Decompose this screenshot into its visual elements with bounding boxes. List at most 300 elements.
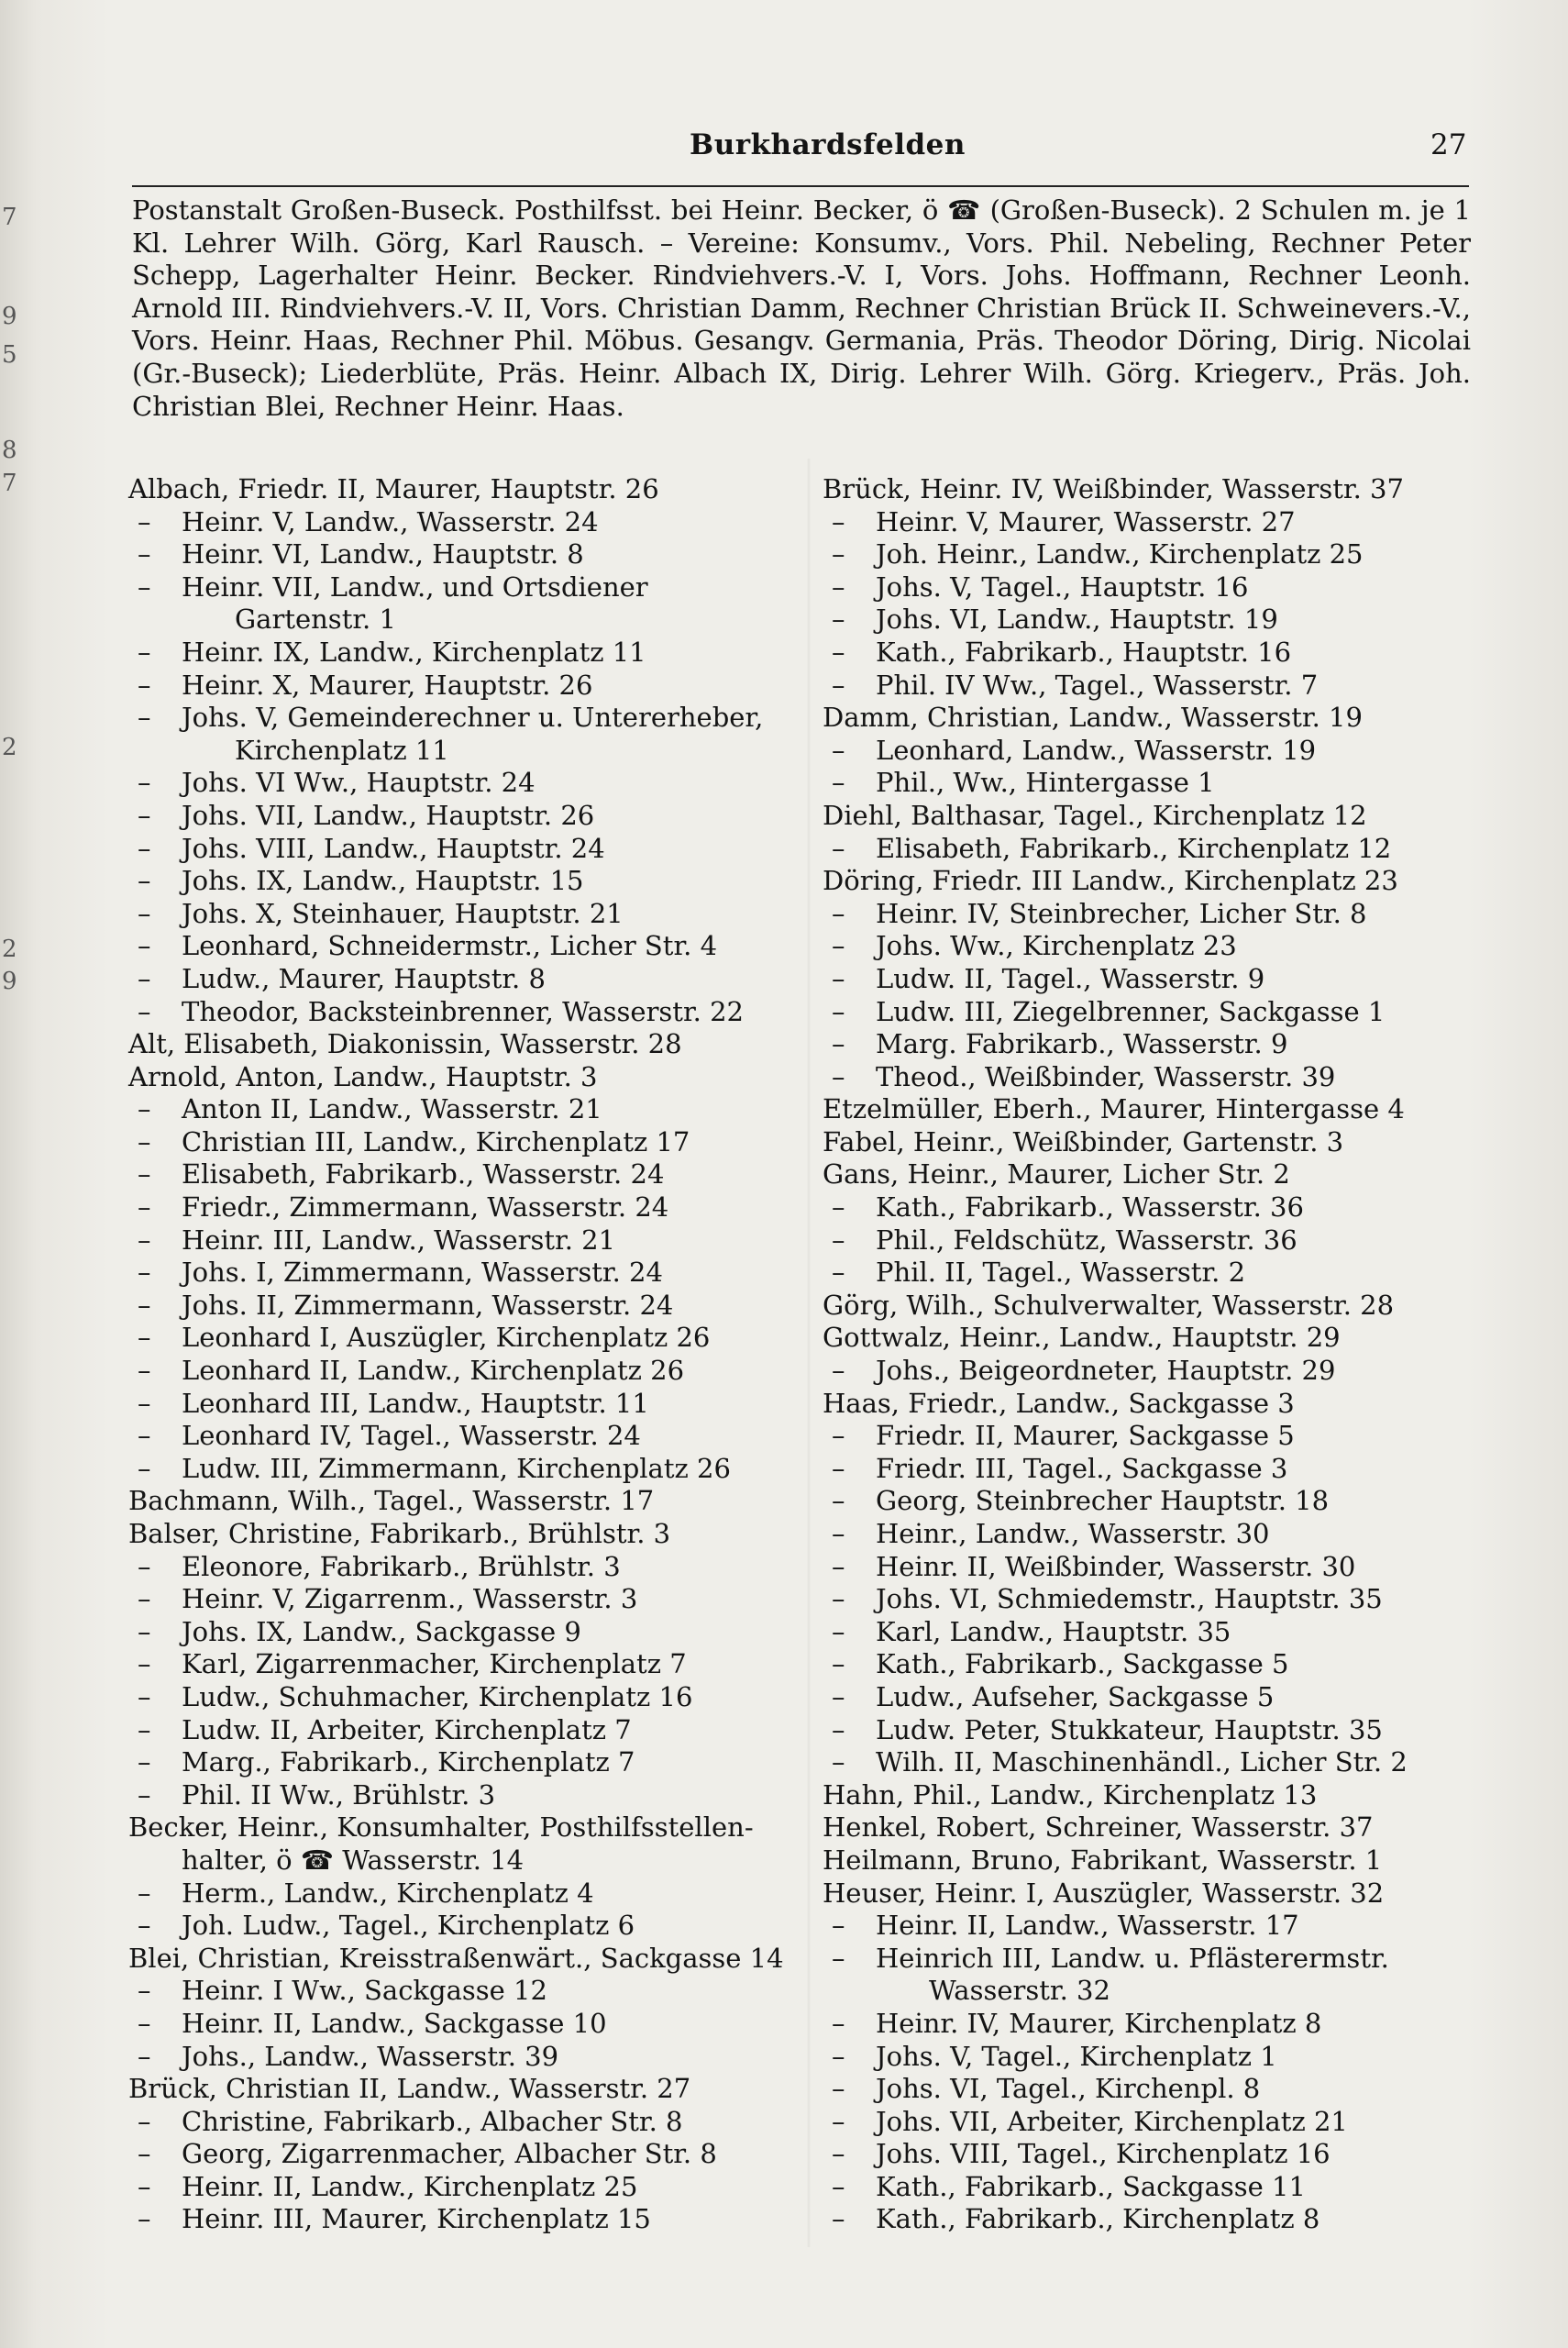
directory-subentry [823, 898, 1483, 931]
repeat-dash: – [832, 2203, 845, 2235]
entry-text [128, 2073, 816, 2106]
repeat-dash: – [138, 1125, 151, 1157]
directory-subentry [823, 506, 1483, 539]
entry-text [138, 1125, 816, 1159]
bleed-mark: 2 [2, 734, 17, 761]
entry-label: Johs. Ww., Kirchenplatz 23 [876, 930, 1237, 962]
entry-text [832, 1746, 1483, 1779]
directory-subentry [128, 1355, 816, 1388]
repeat-dash: – [832, 2138, 845, 2170]
directory-subentry [128, 2138, 816, 2171]
entry-text [138, 2203, 816, 2236]
entry-text [138, 1648, 816, 1681]
entry-label: Johs. VII, Arbeiter, Kirchenplatz 21 [876, 2105, 1348, 2137]
directory-subentry [128, 1453, 816, 1486]
entry-text [138, 1452, 816, 1486]
directory-subentry [128, 538, 816, 571]
right-column [823, 473, 1483, 2236]
entry-label: Joh. Ludw., Tagel., Kirchenplatz 6 [182, 1910, 635, 1942]
entry-label: Arnold, Anton, Landw., Hauptstr. 3 [128, 1060, 598, 1092]
directory-entry [823, 1093, 1483, 1126]
entry-text [823, 1158, 1483, 1191]
entry-label: Marg., Fabrikarb., Kirchenplatz 7 [182, 1746, 635, 1778]
directory-subentry [823, 604, 1483, 637]
entry-label: Elisabeth, Fabrikarb., Wasserstr. 24 [182, 1158, 665, 1191]
entry-text [138, 1257, 816, 1290]
repeat-dash: – [138, 1975, 151, 2007]
entry-text [128, 1943, 816, 1976]
repeat-dash: – [138, 2170, 151, 2202]
directory-subentry [823, 996, 1483, 1029]
repeat-dash: – [832, 2073, 845, 2105]
entry-text [138, 1420, 816, 1453]
repeat-dash: – [832, 2105, 845, 2137]
entry-label: Johs. I, Zimmermann, Wasserstr. 24 [182, 1257, 663, 1289]
entry-label: Johs. VIII, Tagel., Kirchenplatz 16 [876, 2138, 1331, 2170]
entry-continuation: Kirchenplatz 11 [235, 734, 449, 766]
repeat-dash: – [138, 1713, 151, 1745]
repeat-dash: – [832, 1583, 845, 1615]
entry-label: Henkel, Robert, Schreiner, Wasserstr. 37 [823, 1811, 1374, 1844]
directory-entry [823, 1388, 1483, 1421]
entry-text [128, 1811, 816, 1844]
repeat-dash: – [138, 1322, 151, 1354]
directory-subentry [823, 2041, 1483, 2074]
directory-subentry [823, 1518, 1483, 1551]
entry-label: Johs. IX, Landw., Hauptstr. 15 [182, 865, 584, 897]
entry-text [138, 1680, 816, 1714]
repeat-dash: – [832, 1420, 845, 1452]
directory-subentry [823, 930, 1483, 963]
entry-label: Heinr. IX, Landw., Kirchenplatz 11 [182, 636, 646, 668]
entry-text [832, 1191, 1483, 1224]
entry-label: Johs. VI Ww., Hauptstr. 24 [182, 767, 536, 799]
left-column [128, 473, 816, 2236]
repeat-dash: – [832, 767, 845, 799]
entry-label: Johs. VI, Landw., Hauptstr. 19 [876, 604, 1278, 636]
directory-subentry [823, 1616, 1483, 1649]
repeat-dash: – [138, 962, 151, 994]
entry-text [138, 2007, 816, 2041]
directory-subentry [823, 833, 1483, 866]
entry-text [823, 1779, 1483, 1812]
repeat-dash: – [138, 1224, 151, 1256]
repeat-dash: – [138, 538, 151, 570]
entry-text [138, 1191, 816, 1224]
repeat-dash: – [138, 1877, 151, 1909]
directory-entry [128, 1943, 816, 1976]
entry-label: Leonhard II, Landw., Kirchenplatz 26 [182, 1355, 685, 1387]
entry-label: Heinr. V, Maurer, Wasserstr. 27 [876, 505, 1296, 537]
entry-label: Leonhard, Schneidermstr., Licher Str. 4 [182, 930, 718, 962]
repeat-dash: – [832, 1648, 845, 1680]
directory-subentry [128, 930, 816, 963]
repeat-dash: – [138, 897, 151, 929]
repeat-dash: – [138, 2105, 151, 2137]
entry-text [128, 1028, 816, 1061]
directory-entry [823, 1811, 1483, 1844]
entry-text [832, 604, 1483, 637]
directory-entry [823, 865, 1483, 898]
directory-subentry [128, 1910, 816, 1943]
entry-text [138, 669, 816, 703]
header-rule [132, 185, 1469, 187]
entry-label: Heinr. I Ww., Sackgasse 12 [182, 1975, 547, 2007]
entry-label: Kath., Fabrikarb., Sackgasse 5 [876, 1648, 1289, 1680]
entry-label: Ludw. III, Zimmermann, Kirchenplatz 26 [182, 1452, 731, 1484]
entry-label: Görg, Wilh., Schulverwalter, Wasserstr. 28 [823, 1289, 1395, 1321]
entry-text [823, 1388, 1483, 1421]
entry-text [832, 1060, 1483, 1094]
repeat-dash: – [138, 2007, 151, 2039]
entry-text [138, 1387, 816, 1421]
entry-label: Eleonore, Fabrikarb., Brühlstr. 3 [182, 1550, 621, 1582]
entry-text [823, 1811, 1483, 1844]
entry-label: Heinr. II, Landw., Wasserstr. 17 [876, 1910, 1299, 1942]
directory-subentry [823, 2106, 1483, 2139]
entry-text [832, 1583, 1483, 1616]
directory-subentry [128, 571, 816, 637]
repeat-dash: – [832, 1028, 845, 1060]
directory-entry [823, 1126, 1483, 1159]
directory-subentry [128, 1290, 816, 1323]
entry-label: Johs. VII, Landw., Hauptstr. 26 [182, 799, 595, 831]
entry-text [832, 2040, 1483, 2074]
entry-text [823, 473, 1483, 506]
directory-subentry [128, 1257, 816, 1290]
directory-subentry [128, 898, 816, 931]
repeat-dash: – [138, 570, 151, 603]
entry-text [138, 1713, 816, 1747]
entry-label: Phil., Ww., Hintergasse 1 [876, 767, 1215, 799]
page-title: Burkhardsfelden [690, 128, 966, 161]
directory-subentry [128, 963, 816, 996]
repeat-dash: – [138, 865, 151, 897]
directory-subentry [823, 1551, 1483, 1584]
repeat-dash: – [138, 1680, 151, 1712]
entry-text [832, 1680, 1483, 1714]
repeat-dash: – [138, 636, 151, 668]
entry-label: Ludw., Schuhmacher, Kirchenplatz 16 [182, 1680, 693, 1712]
repeat-dash: – [832, 669, 845, 701]
entry-label: Karl, Landw., Hauptstr. 35 [876, 1615, 1231, 1647]
entry-label: Elisabeth, Fabrikarb., Kirchenplatz 12 [876, 832, 1392, 864]
entry-text [832, 2138, 1483, 2171]
entry-label: Fabel, Heinr., Weißbinder, Gartenstr. 3 [823, 1125, 1344, 1157]
entry-label: Bachmann, Wilh., Tagel., Wasserstr. 17 [128, 1485, 655, 1517]
entry-text [832, 2073, 1483, 2106]
entry-label: Christine, Fabrikarb., Albacher Str. 8 [182, 2105, 683, 2137]
repeat-dash: – [832, 1355, 845, 1387]
repeat-dash: – [832, 604, 845, 636]
repeat-dash: – [138, 1550, 151, 1582]
entry-text [128, 473, 816, 506]
entry-text [138, 962, 816, 996]
entry-label: Heinr. V, Landw., Wasserstr. 24 [182, 505, 599, 537]
entry-text [832, 636, 1483, 670]
repeat-dash: – [138, 1289, 151, 1321]
entry-label: Friedr. III, Tagel., Sackgasse 3 [876, 1452, 1288, 1484]
directory-subentry [128, 1191, 816, 1224]
entry-text [832, 2203, 1483, 2236]
entry-text [832, 1028, 1483, 1061]
repeat-dash: – [138, 1648, 151, 1680]
entry-text [138, 930, 816, 963]
entry-text [832, 1257, 1483, 1290]
repeat-dash: – [138, 1191, 151, 1224]
entry-text [832, 962, 1483, 996]
repeat-dash: – [138, 1158, 151, 1191]
entry-label: Damm, Christian, Landw., Wasserstr. 19 [823, 702, 1363, 734]
entry-label: Etzelmüller, Eberh., Maurer, Hintergasse 4 [823, 1093, 1405, 1125]
entry-label: Heinr. IV, Maurer, Kirchenplatz 8 [876, 2007, 1322, 2039]
entry-label: Ludw. III, Ziegelbrenner, Sackgasse 1 [876, 995, 1386, 1027]
entry-label: Phil. II, Tagel., Wasserstr. 2 [876, 1257, 1246, 1289]
repeat-dash: – [138, 1910, 151, 1942]
entry-label: Johs. X, Steinhauer, Hauptstr. 21 [182, 897, 624, 929]
directory-entry [823, 800, 1483, 833]
entry-label: Ludw. Peter, Stukkateur, Hauptstr. 35 [876, 1713, 1383, 1745]
directory-subentry [128, 1648, 816, 1681]
directory-subentry [128, 1224, 816, 1257]
repeat-dash: – [138, 1093, 151, 1125]
repeat-dash: – [832, 832, 845, 864]
directory-subentry [128, 2171, 816, 2204]
directory-subentry [128, 2041, 816, 2074]
repeat-dash: – [832, 1224, 845, 1256]
directory-subentry [128, 865, 816, 898]
bleed-mark: 7 [2, 470, 17, 497]
entry-label: Heuser, Heinr. I, Auszügler, Wasserstr. 32 [823, 1877, 1385, 1909]
intro-paragraph: Postanstalt Großen-Buseck. Posthilfsst. bei Heinr. Becker, ö ☎ (Großen-Buseck). 2 Schulen m. je 1 Kl. Lehrer Wilh. Görg, Karl Rausch. – Vereine: Konsumv., Vors. Phil. Nebeling, Rechner Peter Schepp, Lagerhalter Heinr. Becker. Rindviehvers.-V. I, Vors. Johs. Hoffmann, Rechner Leonh. Arnold III. Rindviehvers.-V. II, Vors. Christian Damm, Rechner Christian Brück II. Schweinevers.-V., Vors. Heinr. Haas, Rechner Phil. Möbus. Gesangv. Germania, Präs. Theodor Döring, Dirig. Nicolai (Gr.-Buseck); Liederblüte, Präs. Heinr. Albach IX, Dirig. Lehrer Wilh. Görg. Kriegerv., Präs. Joh. Christian Blei, Rechner Heinr. Haas. [132, 194, 1471, 422]
entry-label: Heinr. V, Zigarrenm., Wasserstr. 3 [182, 1583, 638, 1615]
entry-text [832, 1713, 1483, 1747]
directory-subentry [823, 1648, 1483, 1681]
entry-text [832, 1355, 1483, 1388]
directory-subentry [823, 1746, 1483, 1779]
entry-text [832, 1420, 1483, 1453]
directory-subentry [128, 2203, 816, 2236]
entry-text [832, 1615, 1483, 1649]
entry-text [832, 1550, 1483, 1584]
directory-subentry [128, 1158, 816, 1191]
entry-text [832, 897, 1483, 931]
repeat-dash: – [832, 570, 845, 603]
repeat-dash: – [832, 1910, 845, 1942]
entry-text [128, 1485, 816, 1518]
directory-subentry [128, 637, 816, 670]
repeat-dash: – [138, 1452, 151, 1484]
directory-subentry [823, 2138, 1483, 2171]
entry-label: Kath., Fabrikarb., Wasserstr. 36 [876, 1191, 1304, 1224]
entry-text [138, 2170, 816, 2204]
directory-subentry [823, 1485, 1483, 1518]
directory-subentry [823, 2008, 1483, 2041]
directory-entry [128, 2073, 816, 2106]
entry-text [832, 767, 1483, 800]
entry-text [138, 1910, 816, 1943]
entry-text [823, 1126, 1483, 1159]
directory-subentry [128, 1322, 816, 1355]
entry-text [138, 1975, 816, 2008]
directory-entry [128, 473, 816, 506]
directory-subentry [823, 1453, 1483, 1486]
repeat-dash: – [138, 1355, 151, 1387]
directory-subentry [823, 1910, 1483, 1943]
directory-entry [128, 1518, 816, 1551]
entry-label: Leonhard III, Landw., Hauptstr. 11 [182, 1387, 649, 1419]
entry-text [138, 538, 816, 571]
repeat-dash: – [138, 1420, 151, 1452]
entry-label: Phil., Feldschütz, Wasserstr. 36 [876, 1224, 1297, 1256]
entry-label: Blei, Christian, Kreisstraßenwärt., Sackgasse 14 [128, 1942, 784, 1974]
entry-label: Heinr. II, Landw., Kirchenplatz 25 [182, 2170, 638, 2202]
entry-text [138, 1355, 816, 1388]
entry-text [128, 1061, 816, 1094]
entry-label: Kath., Fabrikarb., Sackgasse 11 [876, 2170, 1306, 2202]
entry-label: Georg, Steinbrecher Hauptstr. 18 [876, 1485, 1330, 1517]
entry-text [832, 734, 1483, 768]
directory-entry [823, 1158, 1483, 1191]
entry-label: Johs., Beigeordneter, Hauptstr. 29 [876, 1355, 1336, 1387]
repeat-dash: – [832, 1550, 845, 1582]
entry-text [138, 702, 816, 735]
entry-label: Heinr. II, Landw., Sackgasse 10 [182, 2007, 607, 2039]
directory-subentry [128, 1975, 816, 2008]
entry-label: Heinr. VII, Landw., und Ortsdiener [182, 570, 648, 603]
entry-text [138, 865, 816, 898]
bleed-mark: 9 [2, 968, 17, 995]
entry-text [823, 865, 1483, 898]
entry-label: Wilh. II, Maschinenhändl., Licher Str. 2 [876, 1746, 1408, 1778]
entry-label: Hahn, Phil., Landw., Kirchenplatz 13 [823, 1778, 1318, 1811]
entry-text [138, 767, 816, 800]
repeat-dash: – [138, 1746, 151, 1778]
entry-text [832, 538, 1483, 571]
entry-text [832, 1224, 1483, 1257]
repeat-dash: – [832, 636, 845, 668]
directory-entry [823, 473, 1483, 506]
entry-label: Ludw. II, Arbeiter, Kirchenplatz 7 [182, 1713, 632, 1745]
directory-subentry [128, 1583, 816, 1616]
repeat-dash: – [832, 1942, 845, 1974]
entry-label: Georg, Zigarrenmacher, Albacher Str. 8 [182, 2138, 717, 2170]
entry-label: Christian III, Landw., Kirchenplatz 17 [182, 1125, 690, 1157]
repeat-dash: – [832, 995, 845, 1027]
entry-text [823, 1290, 1483, 1323]
directory-subentry [128, 2106, 816, 2139]
directory-entry [128, 1485, 816, 1518]
entry-text [832, 570, 1483, 604]
directory-subentry [128, 2008, 816, 2041]
entry-text [138, 1289, 816, 1323]
repeat-dash: – [832, 1060, 845, 1092]
entry-text [138, 995, 816, 1029]
entry-label: Johs. V, Gemeinderechner u. Untererheber, [182, 702, 764, 734]
entry-text [138, 1093, 816, 1126]
entry-text [138, 1877, 816, 1911]
entry-label: Heilmann, Bruno, Fabrikant, Wasserstr. 1 [823, 1844, 1383, 1876]
entry-label: Heinr. X, Maurer, Hauptstr. 26 [182, 669, 593, 701]
directory-subentry [823, 1681, 1483, 1714]
directory-subentry [128, 1779, 816, 1812]
entry-label: Johs. VI, Schmiedemstr., Hauptstr. 35 [876, 1583, 1383, 1615]
directory-subentry [823, 2073, 1483, 2106]
entry-text [832, 995, 1483, 1029]
repeat-dash: – [138, 669, 151, 701]
bleed-mark: 2 [2, 936, 17, 963]
directory-subentry [823, 767, 1483, 800]
entry-label: Döring, Friedr. III Landw., Kirchenplatz 23 [823, 865, 1398, 897]
entry-text [832, 669, 1483, 703]
directory-subentry [823, 1943, 1483, 2008]
repeat-dash: – [832, 505, 845, 537]
bleed-mark: 8 [2, 437, 17, 464]
entry-text [128, 1518, 816, 1551]
entry-label: Ludw. II, Tagel., Wasserstr. 9 [876, 962, 1265, 994]
directory-subentry [823, 571, 1483, 604]
entry-label: Haas, Friedr., Landw., Sackgasse 3 [823, 1387, 1295, 1419]
directory-subentry [823, 963, 1483, 996]
repeat-dash: – [138, 1778, 151, 1811]
directory-subentry [823, 735, 1483, 768]
entry-text [832, 1485, 1483, 1518]
entry-continuation: halter, ö ☎ Wasserstr. 14 [182, 1844, 525, 1876]
entry-text [138, 2105, 816, 2139]
repeat-dash: – [138, 1257, 151, 1289]
entry-label: Karl, Zigarrenmacher, Kirchenplatz 7 [182, 1648, 687, 1680]
repeat-dash: – [138, 505, 151, 537]
entry-continuation: Gartenstr. 1 [235, 604, 396, 636]
entry-label: Anton II, Landw., Wasserstr. 21 [182, 1093, 602, 1125]
entry-text [138, 897, 816, 931]
entry-text [832, 2007, 1483, 2041]
entry-text [832, 2105, 1483, 2139]
directory-entry [823, 1844, 1483, 1877]
directory-entry [823, 702, 1483, 735]
entry-label: Phil. II Ww., Brühlstr. 3 [182, 1778, 496, 1811]
entry-text [138, 1158, 816, 1191]
entry-text [823, 702, 1483, 735]
entry-label: Johs. II, Zimmermann, Wasserstr. 24 [182, 1289, 674, 1321]
repeat-dash: – [832, 930, 845, 962]
bleed-mark: 9 [2, 303, 17, 330]
entry-label: Leonhard I, Auszügler, Kirchenplatz 26 [182, 1322, 711, 1354]
entry-continuation: Wasserstr. 32 [929, 1975, 1110, 2007]
directory-subentry [128, 1616, 816, 1649]
bleed-mark: 5 [2, 341, 17, 369]
repeat-dash: – [832, 2007, 845, 2039]
directory-subentry [823, 1224, 1483, 1257]
directory-subentry [128, 702, 816, 767]
directory-subentry [128, 1746, 816, 1779]
entry-label: Kath., Fabrikarb., Kirchenplatz 8 [876, 2203, 1320, 2235]
entry-label: Heinr. VI, Landw., Hauptstr. 8 [182, 538, 584, 570]
repeat-dash: – [832, 1452, 845, 1484]
directory-entry [823, 1877, 1483, 1911]
entry-label: Brück, Christian II, Landw., Wasserstr. 27 [128, 2073, 691, 2105]
entry-text [823, 1877, 1483, 1911]
entry-text [138, 1615, 816, 1649]
directory-subentry [823, 1714, 1483, 1747]
entry-label: Johs., Landw., Wasserstr. 39 [182, 2040, 559, 2072]
entry-text [138, 832, 816, 866]
repeat-dash: – [138, 832, 151, 864]
entry-label: Ludw., Aufseher, Sackgasse 5 [876, 1680, 1275, 1712]
entry-label: Kath., Fabrikarb., Hauptstr. 16 [876, 636, 1292, 668]
repeat-dash: – [138, 1387, 151, 1419]
entry-label: Leonhard IV, Tagel., Wasserstr. 24 [182, 1420, 641, 1452]
